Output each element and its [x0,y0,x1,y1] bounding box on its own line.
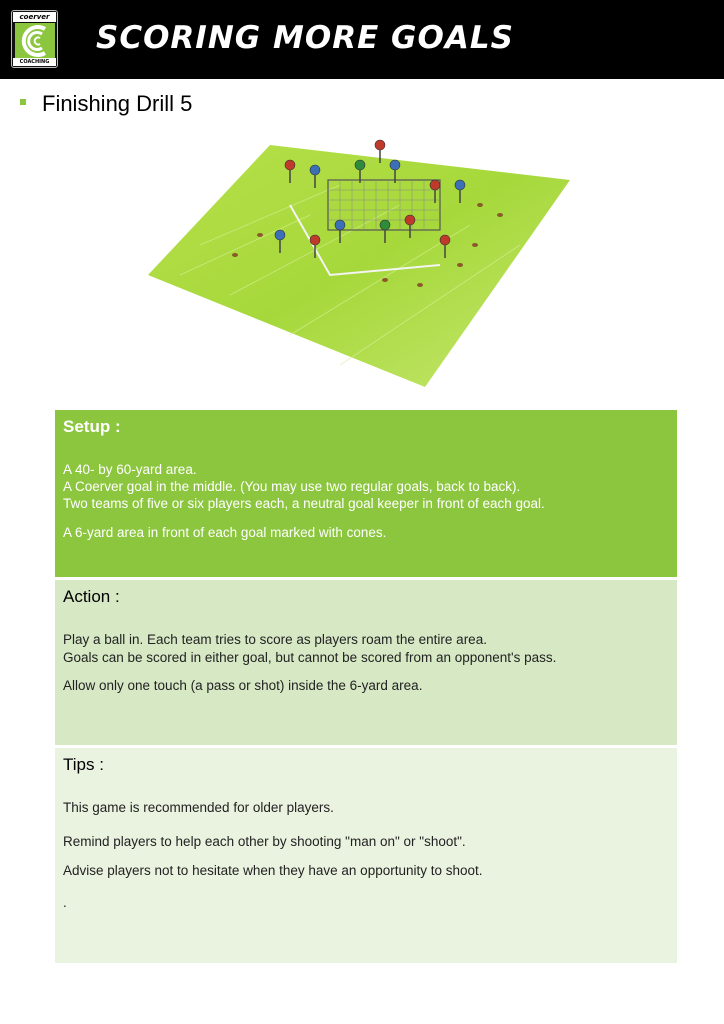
action-panel [55,580,677,745]
coerver-logo [11,10,58,68]
action-line: Goals can be scored in either goal, but cannot be scored from an opponent's pass. [63,650,557,665]
setup-line: Two teams of five or six players each, a neutral goal keeper in front of each goal. [63,496,545,511]
page-title: SCORING MORE GOALS [96,20,514,56]
setup-line: A Coerver goal in the middle. (You may use two regular goals, back to back). [63,479,521,494]
setup-line: A 6-yard area in front of each goal marked with cones. [63,525,387,540]
tips-line: . [63,895,67,910]
setup-panel [55,410,677,577]
bullet-icon [20,99,26,105]
coerver-c-icon [15,23,55,59]
header-bar [0,0,724,79]
action-line: Play a ball in. Each team tries to score as players roam the entire area. [63,632,487,647]
drill-subtitle: Finishing Drill 5 [42,91,193,116]
drill-field-illustration [140,125,580,395]
tips-line: Remind players to help each other by shooting "man on" or "shoot". [63,834,466,849]
action-line: Allow only one touch (a pass or shot) inside the 6-yard area. [63,678,423,693]
action-heading: Action : [63,587,120,606]
logo-tagline: COACHING [13,58,56,66]
logo-wordmark: coerver [13,12,56,22]
setup-heading: Setup : [63,417,121,436]
tips-line: Advise players not to hesitate when they have an opportunity to shoot. [63,863,483,878]
setup-line: A 40- by 60-yard area. [63,462,197,477]
tips-panel [55,748,677,963]
tips-line: This game is recommended for older players. [63,800,334,815]
tips-heading: Tips : [63,755,104,774]
